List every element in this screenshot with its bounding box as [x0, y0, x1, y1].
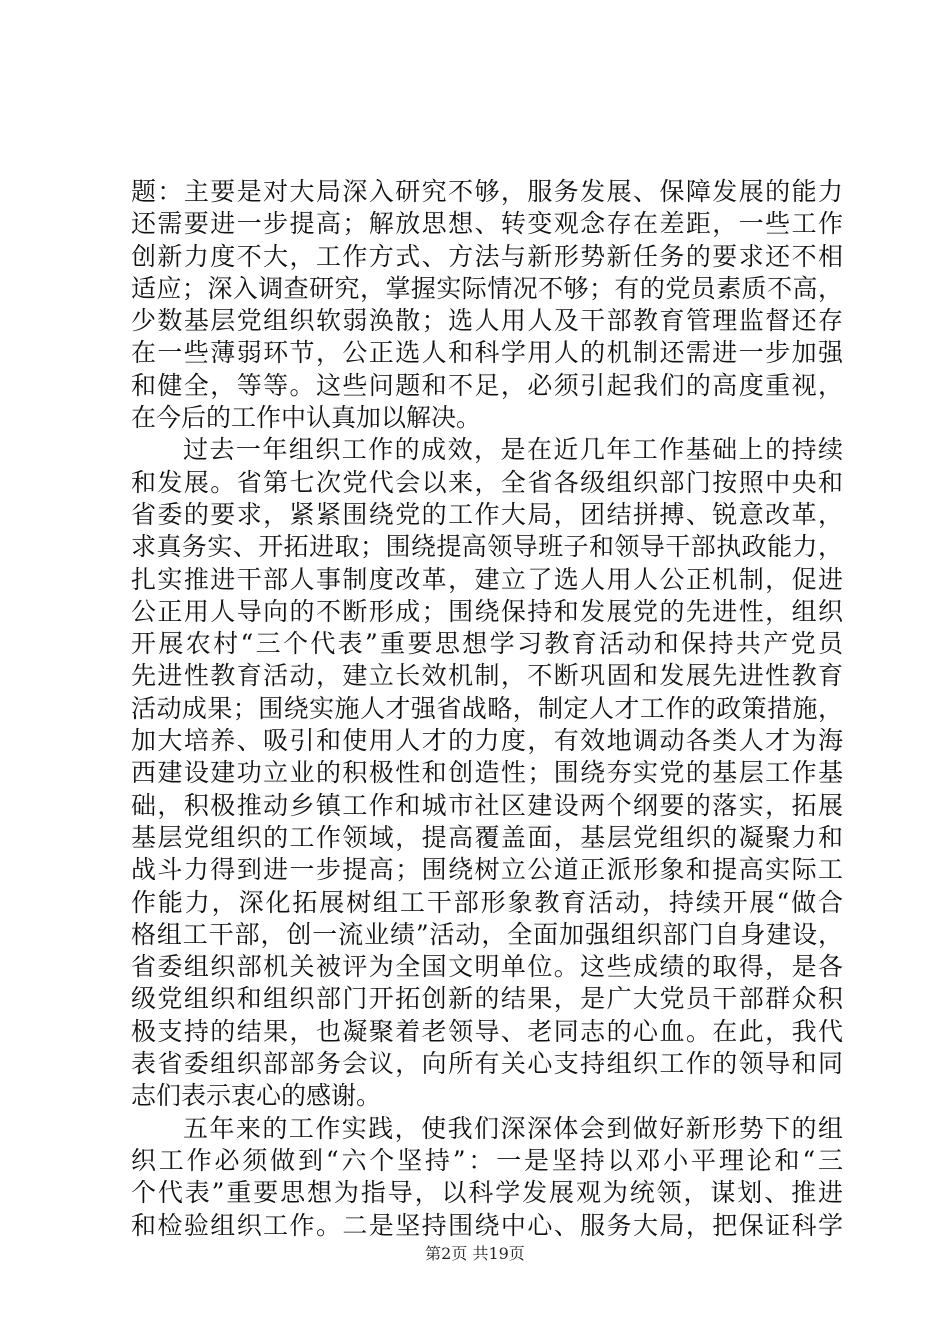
text-line: 织工作必须做到“六个坚持”：一是坚持以邓小平理论和“三: [131, 1145, 843, 1175]
text-line: 求真务实、开拓进取；围绕提高领导班子和领导干部执政能力，: [131, 532, 843, 562]
paragraph-first-line: 过去一年组织工作的成效，是在近几年工作基础上的持续: [183, 435, 843, 465]
text-line: 西建设建功立业的积极性和创造性；围绕夯实党的基层工作基: [131, 758, 843, 788]
text-line: 级党组织和组织部门开拓创新的结果，是广大党员干部群众积: [131, 984, 843, 1014]
text-line: 作能力，深化拓展树组工干部形象教育活动，持续开展“做合: [131, 887, 843, 917]
page-number-footer: 第2页 共19页: [425, 1244, 525, 1263]
text-line: 省委组织部机关被评为全国文明单位。这些成绩的取得，是各: [131, 952, 843, 982]
text-line: 加大培养、吸引和使用人才的力度，有效地调动各类人才为海: [131, 726, 843, 756]
text-line: 和发展。省第七次党代会以来，全省各级组织部门按照中央和: [131, 467, 843, 497]
text-line: 还需要进一步提高；解放思想、转变观念存在差距，一些工作: [131, 209, 843, 239]
text-line: 础，积极推动乡镇工作和城市社区建设两个纲要的落实，拓展: [131, 790, 843, 820]
text-line: 在一些薄弱环节，公正选人和科学用人的机制还需进一步加强: [131, 338, 843, 368]
text-line: 少数基层党组织软弱涣散；选人用人及干部教育管理监督还存: [131, 306, 843, 336]
text-line: 题：主要是对大局深入研究不够，服务发展、保障发展的能力: [131, 177, 843, 206]
text-line: 适应；深入调查研究，掌握实际情况不够；有的党员素质不高，: [131, 273, 843, 303]
text-line: 扎实推进干部人事制度改革，建立了选人用人公正机制，促进: [131, 564, 843, 594]
text-line: 省委的要求，紧紧围绕党的工作大局，团结拼搏、锐意改革，: [131, 499, 843, 529]
text-line: 在今后的工作中认真加以解决。: [131, 403, 482, 433]
text-line: 活动成果；围绕实施人才强省战略，制定人才工作的政策措施，: [131, 693, 843, 723]
text-line: 战斗力得到进一步提高；围绕树立公道正派形象和提高实际工: [131, 855, 843, 885]
text-line: 公正用人导向的不断形成；围绕保持和发展党的先进性，组织: [131, 596, 843, 626]
text-line: 志们表示衷心的感谢。: [131, 1081, 382, 1111]
text-line: 基层党组织的工作领域，提高覆盖面，基层党组织的凝聚力和: [131, 822, 843, 852]
text-line: 先进性教育活动，建立长效机制，不断巩固和发展先进性教育: [131, 661, 843, 691]
text-line: 个代表”重要思想为指导，以科学发展观为统领，谋划、推进: [131, 1178, 843, 1208]
text-line: 极支持的结果，也凝聚着老领导、老同志的心血。在此，我代: [131, 1016, 843, 1046]
text-line: 创新力度不大，工作方式、方法与新形势新任务的要求还不相: [131, 241, 843, 271]
text-line: 和健全，等等。这些问题和不足，必须引起我们的高度重视，: [131, 370, 843, 400]
text-line: 表省委组织部部务会议，向所有关心支持组织工作的领导和同: [131, 1049, 843, 1079]
paragraph-first-line: 五年来的工作实践，使我们深深体会到做好新形势下的组: [183, 1113, 843, 1143]
text-line: 开展农村“三个代表”重要思想学习教育活动和保持共产党员: [131, 629, 843, 659]
text-line: 和检验组织工作。二是坚持围绕中心、服务大局，把保证科学: [131, 1210, 843, 1240]
text-line: 格组工干部，创一流业绩”活动，全面加强组织部门自身建设，: [131, 919, 843, 949]
body-text: [131, 176, 843, 1242]
